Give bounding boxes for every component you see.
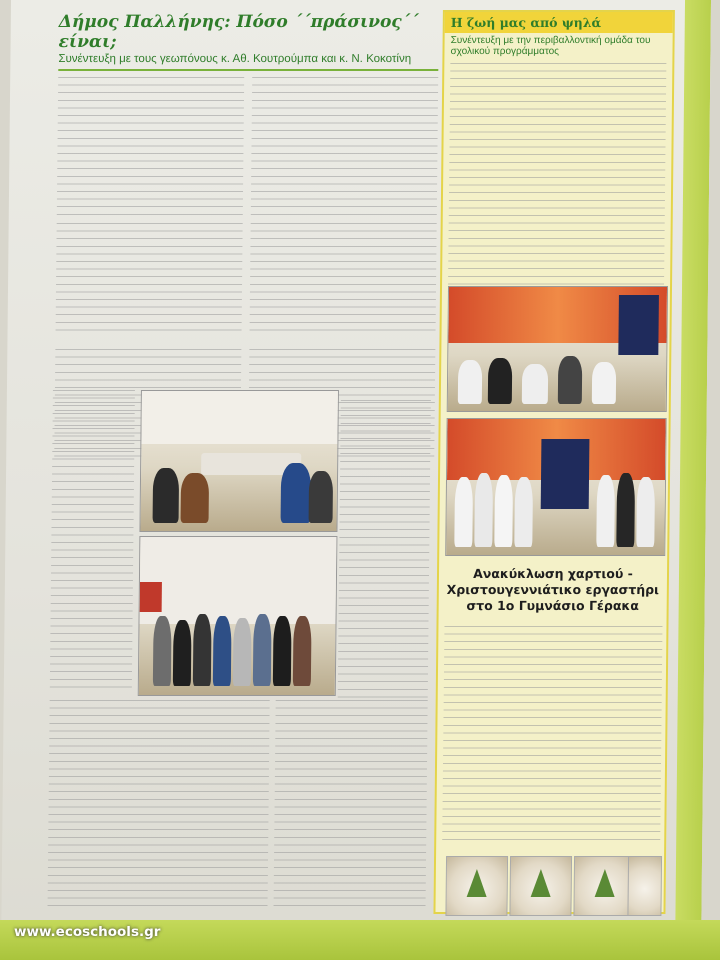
photo-person [253, 614, 272, 686]
photo-xmas-card [627, 856, 662, 916]
tree-shape [467, 869, 487, 897]
tree-shape [531, 869, 551, 897]
photo-group-portrait [138, 536, 338, 696]
photo-students-seated [447, 286, 668, 412]
photo-person [293, 616, 312, 686]
footer-url: www.ecoschools.gr [14, 924, 161, 940]
photo-xmas-card [509, 856, 572, 916]
photo-person [309, 471, 334, 523]
photo-person [488, 358, 512, 404]
photo-person [454, 477, 473, 547]
photo-person [193, 614, 212, 686]
second-article-title: Ανακύκλωση χαρτιού - Χριστουγεννιάτικο εργαστήρι στο 1ο Γυμνάσιο Γέρακα [446, 566, 660, 613]
photo-person [181, 473, 210, 523]
photo-wall [139, 537, 336, 624]
photo-person [281, 463, 312, 523]
photo-classroom-meeting [139, 390, 338, 532]
left-article-title: Δήμος Παλλήνης: Πόσο ΄΄πράσινος΄΄ είναι; [58, 12, 419, 52]
newspaper-page [1, 0, 711, 960]
right-box-title: Η ζωή μας από ψηλά [445, 12, 673, 33]
tree-shape [595, 869, 615, 897]
photo-person [558, 356, 583, 404]
body-text-narrow-right [338, 400, 431, 700]
body-text-block [56, 223, 243, 333]
photo-person [514, 477, 533, 547]
photo-person [273, 616, 292, 686]
photo-poster [140, 582, 162, 612]
photo-person [522, 364, 548, 404]
body-text-bottom-left [47, 700, 269, 910]
photo-person [173, 620, 192, 686]
body-text-narrow-left [50, 390, 135, 690]
photo-person [494, 475, 513, 547]
photo-board [541, 439, 590, 509]
photo-group-standing [445, 418, 666, 556]
text-column-2 [249, 77, 438, 339]
divider [58, 69, 438, 71]
photo-person [153, 616, 172, 686]
photo-wall [141, 391, 338, 444]
body-text-block [250, 223, 437, 333]
photo-person [153, 468, 180, 523]
photo-person [213, 616, 232, 686]
photo-person [616, 473, 635, 547]
second-article-text [442, 626, 662, 846]
photo-person [592, 362, 616, 404]
photo-person [636, 477, 655, 547]
left-article-body [55, 77, 438, 339]
body-text-block [251, 77, 438, 217]
body-text-block [57, 77, 244, 217]
right-box-subtitle: Συνέντευξη με την περιβαλλοντική ομάδα του σχολικού προγράμματος [450, 35, 651, 57]
text-column-1 [55, 77, 244, 339]
photo-board [618, 295, 659, 355]
page-edge-green [675, 0, 711, 960]
photo-person [474, 473, 493, 547]
right-box-text [448, 63, 666, 293]
left-article-subtitle: Συνέντευξη με τους γεωπόνους κ. Αθ. Κουτρούμπα και κ. Ν. Κοκοτίνη [58, 53, 412, 65]
photo-person [458, 360, 482, 404]
body-text-bottom-mid [273, 700, 427, 910]
photo-person [596, 475, 615, 547]
photo-xmas-card [445, 856, 508, 916]
photo-person [233, 618, 252, 686]
